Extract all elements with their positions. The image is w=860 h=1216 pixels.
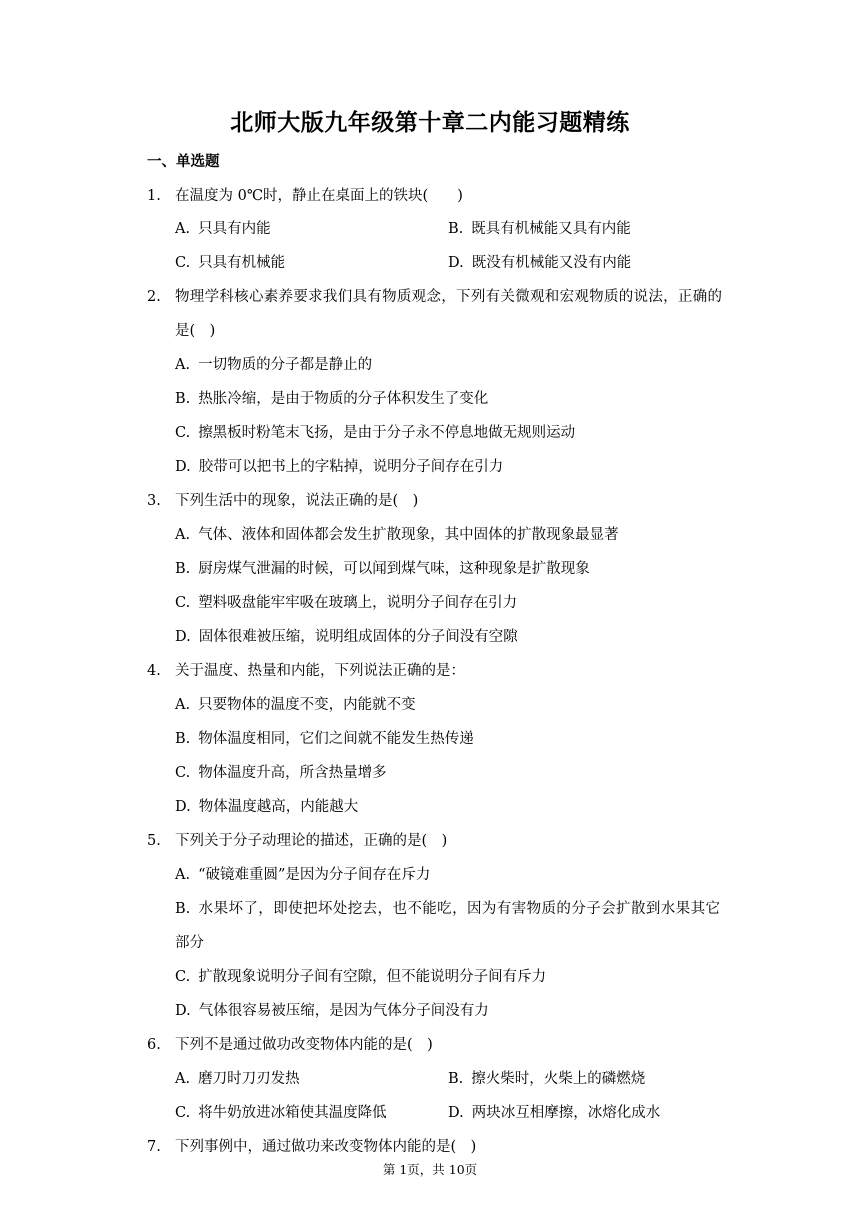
option-c: C. 扩散现象说明分子间有空隙，但不能说明分子间有斥力 — [175, 969, 547, 985]
option-a: A. 只具有内能 — [175, 221, 271, 237]
option-d: D. 固体很难被压缩，说明组成固体的分子间没有空隙 — [175, 629, 518, 645]
option-d: D. 气体很容易被压缩，是因为气体分子间没有力 — [175, 1003, 489, 1019]
option-d: D. 两块冰互相摩擦，冰熔化成水 — [448, 1105, 661, 1121]
question-number: 5. — [147, 833, 161, 849]
question-stem: 下列事例中，通过做功来改变物体内能的是( ) — [175, 1139, 477, 1155]
question-stem: 物理学科核心素养要求我们具有物质观念，下列有关微观和宏观物质的说法，正确的是( ) — [175, 289, 722, 339]
option-a: A. “破镜难重圆”是因为分子间存在斥力 — [175, 867, 431, 883]
option-a: A. 磨刀时刀刃发热 — [175, 1071, 300, 1087]
option-c: C. 将牛奶放进冰箱使其温度降低 — [175, 1105, 387, 1121]
option-d: D. 胶带可以把书上的字粘掉，说明分子间存在引力 — [175, 459, 504, 475]
question-2 — [147, 280, 722, 348]
question-7 — [147, 1130, 722, 1164]
option-c: C. 塑料吸盘能牢牢吸在玻璃上，说明分子间存在引力 — [175, 595, 518, 611]
option-d: D. 物体温度越高，内能越大 — [175, 799, 359, 815]
question-number: 2. — [147, 289, 161, 305]
question-stem: 在温度为 0℃时，静止在桌面上的铁块( ) — [175, 188, 463, 204]
question-stem: 关于温度、热量和内能，下列说法正确的是： — [175, 663, 465, 679]
option-b: B. 既具有机械能又具有内能 — [448, 221, 631, 237]
question-6 — [147, 1028, 722, 1062]
option-c: C. 物体温度升高，所含热量增多 — [175, 765, 387, 781]
question-4 — [147, 654, 722, 688]
option-b: B. 热胀冷缩，是由于物质的分子体积发生了变化 — [175, 391, 489, 407]
question-3 — [147, 484, 722, 518]
option-b: B. 厨房煤气泄漏的时候，可以闻到煤气味，这种现象是扩散现象 — [175, 561, 590, 577]
option-d: D. 既没有机械能又没有内能 — [448, 255, 632, 271]
question-number: 3. — [147, 493, 161, 509]
question-number: 6. — [147, 1037, 161, 1053]
question-number: 4. — [147, 663, 161, 679]
option-c: C. 擦黑板时粉笔末飞扬，是由于分子永不停息地做无规则运动 — [175, 425, 576, 441]
option-c: C. 只具有机械能 — [175, 255, 286, 271]
question-number: 7. — [147, 1139, 161, 1155]
page-footer: 第 1页，共 10页 — [382, 1162, 478, 1177]
question-stem: 下列不是通过做功改变物体内能的是( ) — [175, 1037, 433, 1053]
question-number: 1. — [147, 188, 161, 204]
page-title: 北师大版九年级第十章二内能习题精练 — [230, 109, 630, 136]
option-a: A. 一切物质的分子都是静止的 — [175, 357, 373, 373]
section-heading: 一、单选题 — [147, 153, 220, 170]
option-b: B. 物体温度相同，它们之间就不能发生热传递 — [175, 731, 474, 747]
option-b: B. 水果坏了，即使把坏处挖去，也不能吃，因为有害物质的分子会扩散到水果其它部分 — [175, 901, 720, 951]
option-b: B. 擦火柴时，火柴上的磷燃烧 — [448, 1071, 646, 1087]
option-a: A. 气体、液体和固体都会发生扩散现象，其中固体的扩散现象最显著 — [175, 527, 619, 543]
question-1 — [147, 179, 722, 213]
question-5 — [147, 824, 722, 858]
option-a: A. 只要物体的温度不变，内能就不变 — [175, 697, 416, 713]
question-stem: 下列生活中的现象，说法正确的是( ) — [175, 493, 419, 509]
question-stem: 下列关于分子动理论的描述，正确的是( ) — [175, 833, 448, 849]
